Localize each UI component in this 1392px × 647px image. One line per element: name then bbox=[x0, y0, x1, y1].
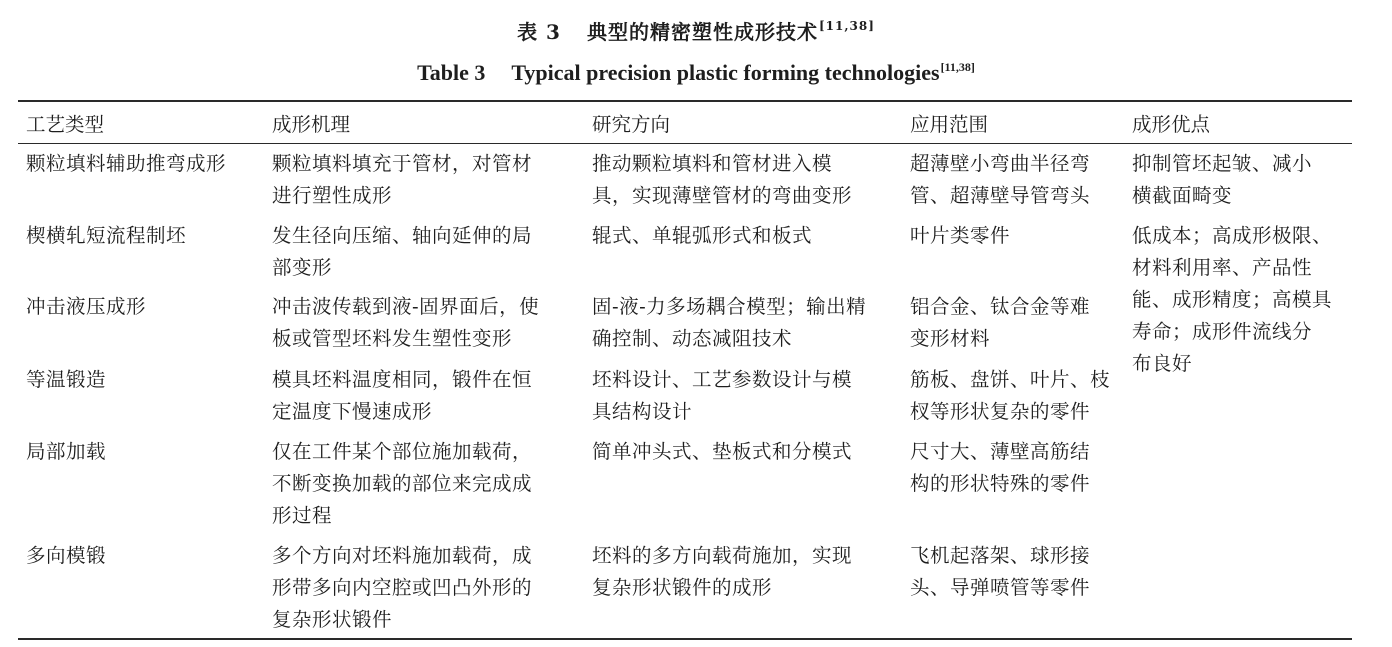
cell-line: 寿命；成形件流线分 bbox=[1132, 320, 1313, 343]
caption-cn-reference: [11,38] bbox=[818, 19, 875, 33]
header-advantages: 成形优点 bbox=[1132, 113, 1211, 136]
table-row-mechanism bbox=[272, 540, 578, 636]
cell-line: 能、成形精度；高模具 bbox=[1132, 288, 1333, 311]
cell-line: 变形材料 bbox=[910, 327, 991, 350]
cell-line: 管、超薄壁导管弯头 bbox=[910, 184, 1091, 207]
cell-line: 固-液-力多场耦合模型；输出精 bbox=[592, 295, 867, 318]
table-row-research bbox=[592, 364, 894, 428]
cell-line: 低成本；高成形极限、 bbox=[1132, 224, 1333, 247]
caption-cn-title: 典型的精密塑性成形技术 bbox=[586, 20, 818, 44]
table-row-mechanism bbox=[272, 291, 578, 355]
cell-line: 不断变换加载的部位来完成成 bbox=[272, 472, 533, 495]
table-row-research bbox=[592, 436, 894, 468]
cell-line: 头、导弹喷管等零件 bbox=[910, 576, 1091, 599]
table-row-research bbox=[592, 540, 894, 604]
cell-line: 复杂形状锻件 bbox=[272, 608, 393, 631]
table-bottom-rule bbox=[18, 638, 1352, 640]
header-application-scope: 应用范围 bbox=[910, 113, 989, 136]
cell-line: 杈等形状复杂的零件 bbox=[910, 400, 1091, 423]
cell-line: 具结构设计 bbox=[592, 400, 693, 423]
cell-line: 坯料设计、工艺参数设计与模 bbox=[592, 368, 853, 391]
header-research-direction: 研究方向 bbox=[592, 113, 671, 136]
cell-line: 筋板、盘饼、叶片、枝 bbox=[910, 368, 1111, 391]
cell-line: 超薄壁小弯曲半径弯 bbox=[910, 152, 1091, 175]
cell-line: 构的形状特殊的零件 bbox=[910, 472, 1091, 495]
cell-line: 进行塑性成形 bbox=[272, 184, 393, 207]
cell-line: 形过程 bbox=[272, 504, 333, 527]
table-row-application bbox=[910, 291, 1118, 355]
cell-line: 模具坯料温度相同，锻件在恒 bbox=[272, 368, 533, 391]
table-header-rule bbox=[18, 143, 1352, 144]
table-row-type: 等温锻造 bbox=[26, 368, 107, 391]
table-row-type: 局部加载 bbox=[26, 440, 107, 463]
cell-line: 辊式、单辊弧形式和板式 bbox=[592, 224, 813, 247]
table-row-type: 楔横轧短流程制坯 bbox=[26, 224, 187, 247]
cell-line: 复杂形状锻件的成形 bbox=[592, 576, 773, 599]
table-row-research bbox=[592, 291, 894, 355]
cell-line: 飞机起落架、球形接 bbox=[910, 544, 1091, 567]
cell-line: 坯料的多方向载荷施加，实现 bbox=[592, 544, 853, 567]
cell-line: 部变形 bbox=[272, 256, 333, 279]
cell-line: 材料利用率、产品性 bbox=[1132, 256, 1313, 279]
cell-line: 简单冲头式、垫板式和分模式 bbox=[592, 440, 853, 463]
table-row-advantage bbox=[1132, 148, 1344, 212]
table-row-application bbox=[910, 148, 1118, 212]
cell-line: 叶片类零件 bbox=[910, 224, 1011, 247]
cell-line: 布良好 bbox=[1132, 352, 1193, 375]
table-row-research bbox=[592, 148, 894, 212]
caption-en-reference: [11,38] bbox=[940, 60, 975, 74]
table-row-mechanism bbox=[272, 220, 578, 284]
caption-cn-label: 表 3 bbox=[517, 20, 561, 44]
caption-en-label: Table 3 bbox=[417, 60, 486, 85]
table-row-type: 颗粒填料辅助推弯成形 bbox=[26, 152, 227, 175]
caption-en-title: Typical precision plastic forming technologies bbox=[511, 60, 940, 85]
header-mechanism: 成形机理 bbox=[272, 113, 351, 136]
header-process-type: 工艺类型 bbox=[26, 113, 105, 136]
table-row-type: 冲击液压成形 bbox=[26, 295, 147, 318]
table-row-type: 多向模锻 bbox=[26, 544, 107, 567]
cell-line: 横截面畸变 bbox=[1132, 184, 1233, 207]
table-caption-english bbox=[0, 60, 1392, 86]
cell-line: 发生径向压缩、轴向延伸的局 bbox=[272, 224, 533, 247]
shared-advantage-cell bbox=[1132, 220, 1344, 380]
cell-line: 冲击波传载到液-固界面后，使 bbox=[272, 295, 540, 318]
table-row-mechanism bbox=[272, 436, 578, 532]
cell-line: 铝合金、钛合金等难 bbox=[910, 295, 1091, 318]
cell-line: 抑制管坯起皱、减小 bbox=[1132, 152, 1313, 175]
cell-line: 具，实现薄壁管材的弯曲变形 bbox=[592, 184, 853, 207]
table-row-application bbox=[910, 540, 1118, 604]
table-caption-chinese bbox=[0, 16, 1392, 45]
cell-line: 确控制、动态减阻技术 bbox=[592, 327, 793, 350]
table-row-application bbox=[910, 364, 1118, 428]
cell-line: 仅在工件某个部位施加载荷， bbox=[272, 440, 533, 463]
table-row-research bbox=[592, 220, 894, 252]
cell-line: 尺寸大、薄壁高筋结 bbox=[910, 440, 1091, 463]
cell-line: 推动颗粒填料和管材进入模 bbox=[592, 152, 833, 175]
table-top-rule bbox=[18, 100, 1352, 102]
table-row-mechanism bbox=[272, 364, 578, 428]
cell-line: 形带多向内空腔或凹凸外形的 bbox=[272, 576, 533, 599]
table-row-mechanism bbox=[272, 148, 578, 212]
cell-line: 板或管型坯料发生塑性变形 bbox=[272, 327, 513, 350]
table-row-application bbox=[910, 220, 1118, 252]
cell-line: 定温度下慢速成形 bbox=[272, 400, 433, 423]
table-row-application bbox=[910, 436, 1118, 500]
cell-line: 颗粒填料填充于管材，对管材 bbox=[272, 152, 533, 175]
cell-line: 多个方向对坯料施加载荷，成 bbox=[272, 544, 533, 567]
